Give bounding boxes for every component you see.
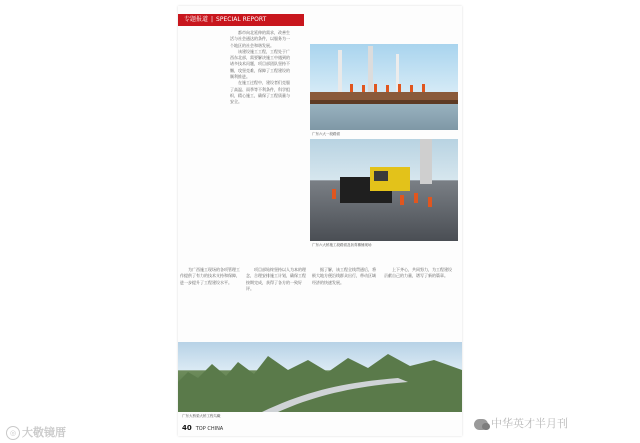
paragraph: 该建设施工工程，工程处于广西东北部，需要解决施工中遇到的诸多技术问题，项目部团队坚持不懈，攻坚克难，保障了工程建设的顺利推进。 <box>230 48 290 80</box>
photo-caption: 广东大桥梁大桥工程鸟瞰 <box>182 414 221 418</box>
paragraph: 都市向北延伸的需求，改善生活与社会通达的条件，以服务为一个地区的社会和谐发展。 <box>230 30 290 48</box>
article-column-d <box>312 267 378 347</box>
article-column-e <box>384 267 454 347</box>
magazine-page <box>178 6 462 436</box>
paragraph: 在施工过程中，建设者们克服了高温、雨季等不利条件，科学组织，精心施工，确保了工程质量与安全。 <box>230 80 290 105</box>
watermark-logo-icon: ◎ <box>6 426 20 440</box>
bridge-construction-photo <box>310 44 458 130</box>
watermark-left: ◎ 大敬镜厝 <box>6 424 66 440</box>
paragraph: 为广西施工现场的各项管理工作提供了有力的技术支持和保障，进一步提升了工程建设水平。 <box>180 267 240 285</box>
page-footer <box>182 424 223 432</box>
photo-caption: 广东六大一段路面 <box>312 132 340 136</box>
photo-caption: 广东六大桥施工段路面及沥青摊铺现场 <box>312 243 372 247</box>
article-column-a <box>230 30 290 258</box>
paragraph: 项目部始终坚持以人为本的理念，合理安排施工计划，确保工程按期完成，获得了各方的一致好评。 <box>246 267 306 291</box>
mountain-bridge-photo <box>178 342 462 412</box>
article-column-b <box>180 267 242 347</box>
article-column-c <box>246 267 308 347</box>
section-header: 专题报道 | SPECIAL REPORT <box>178 14 304 26</box>
paragraph: 上下齐心，共同努力，为工程建设贡献自己的力量，谱写了新的篇章。 <box>384 267 452 279</box>
page-number: 40 <box>182 424 192 432</box>
section-title-en: SPECIAL REPORT <box>216 16 267 23</box>
watermark-right: 中华英才半月刊 <box>474 415 568 431</box>
section-title-cn: 专题报道 <box>184 16 209 23</box>
paragraph: 据了解，该工程全线贯通后，将极大地方便沿线群众出行，带动区域经济的快速发展。 <box>312 267 376 285</box>
wechat-icon <box>474 419 488 430</box>
journal-name: TOP CHINA <box>195 426 224 432</box>
paving-machine-photo <box>310 139 458 241</box>
